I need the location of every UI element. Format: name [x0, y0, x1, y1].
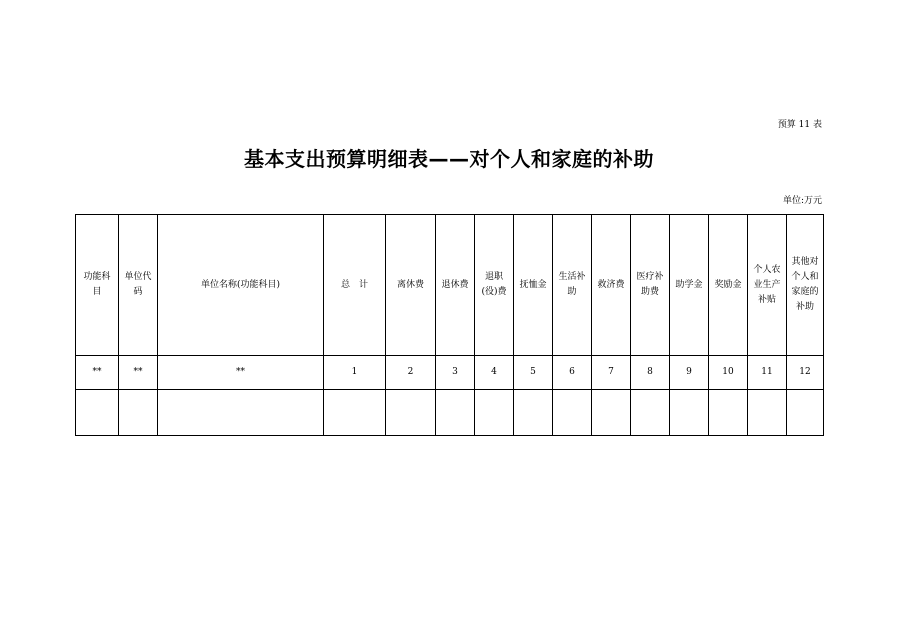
header-cell: 退休费: [436, 215, 475, 356]
header-cell: 奖励金: [709, 215, 748, 356]
table-cell: 2: [386, 356, 436, 390]
table-cell: 12: [787, 356, 824, 390]
header-cell: 医疗补助费: [631, 215, 670, 356]
table-cell: [709, 390, 748, 436]
table-row: [76, 390, 824, 436]
table-cell: 4: [475, 356, 514, 390]
header-cell: 单位代码: [119, 215, 158, 356]
page-title: 基本支出预算明细表——对个人和家庭的补助: [244, 147, 654, 171]
table-cell: [158, 390, 324, 436]
table-cell: [670, 390, 709, 436]
header-cell: 总 计: [324, 215, 386, 356]
table-cell: [631, 390, 670, 436]
table-cell: [436, 390, 475, 436]
header-row: [76, 215, 824, 356]
header-cell: 生活补助: [553, 215, 592, 356]
header-cell: 救济费: [592, 215, 631, 356]
table-cell: [119, 390, 158, 436]
header-cell: 单位名称(功能科目): [158, 215, 324, 356]
table-cell: **: [119, 356, 158, 390]
table-cell: [76, 390, 119, 436]
table-cell: **: [76, 356, 119, 390]
header-cell: 其他对个人和家庭的补助: [787, 215, 824, 356]
table-cell: 5: [514, 356, 553, 390]
table-cell: [592, 390, 631, 436]
table-cell: 10: [709, 356, 748, 390]
table-cell: 3: [436, 356, 475, 390]
index-row: [76, 356, 824, 390]
table-cell: [386, 390, 436, 436]
form-number: 预算 11 表: [777, 120, 822, 130]
table-cell: 6: [553, 356, 592, 390]
header-cell: 功能科目: [76, 215, 119, 356]
header-cell: 离休费: [386, 215, 436, 356]
header-cell: 退职(役)费: [475, 215, 514, 356]
table-cell: [475, 390, 514, 436]
budget-table: [75, 214, 824, 436]
table-cell: 8: [631, 356, 670, 390]
table-cell: 9: [670, 356, 709, 390]
table-cell: **: [158, 356, 324, 390]
table-cell: 11: [748, 356, 787, 390]
table-cell: [514, 390, 553, 436]
table-cell: [748, 390, 787, 436]
unit-label: 单位:万元: [782, 196, 822, 206]
header-cell: 助学金: [670, 215, 709, 356]
table-cell: 7: [592, 356, 631, 390]
header-cell: 抚恤金: [514, 215, 553, 356]
header-cell: 个人农业生产补贴: [748, 215, 787, 356]
table-cell: 1: [324, 356, 386, 390]
table-cell: [553, 390, 592, 436]
table-cell: [787, 390, 824, 436]
table-cell: [324, 390, 386, 436]
